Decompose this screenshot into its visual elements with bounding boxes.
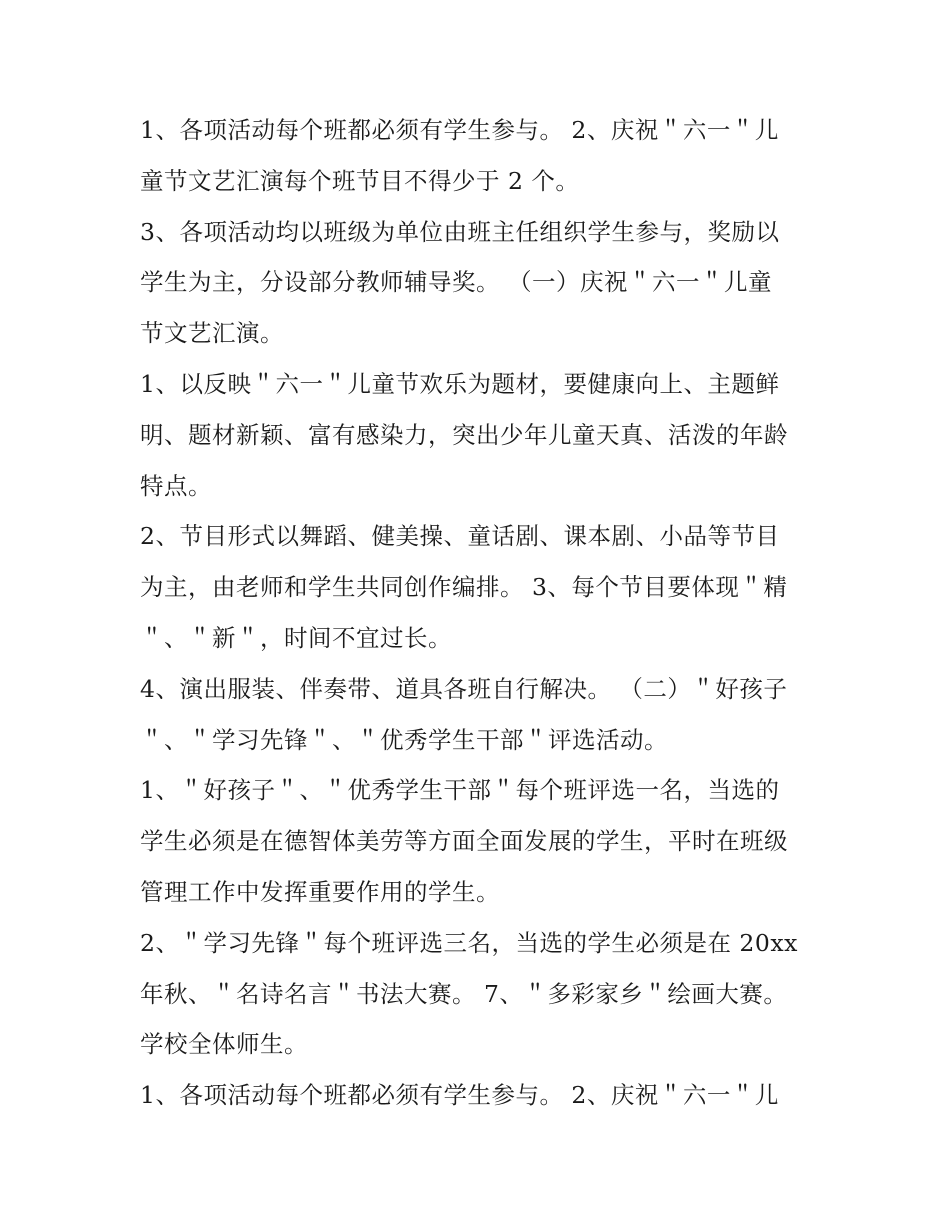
- text-line: 学校全体师生。: [140, 1030, 308, 1059]
- text-line: 年秋、＂名诗名言＂书法大赛。 7、＂多彩家乡＂绘画大赛。: [140, 979, 788, 1008]
- text-line: ＂、＂新＂，时间不宜过长。: [140, 623, 452, 652]
- text-line: 为主，由老师和学生共同创作编排。 3、每个节目要体现＂精: [140, 573, 788, 602]
- text-line: ＂、＂学习先锋＂、＂优秀学生干部＂评选活动。: [140, 725, 668, 754]
- text-line: 学生必须是在德智体美劳等方面全面发展的学生，平时在班级: [140, 827, 788, 856]
- text-line: 节文艺汇演。: [140, 319, 284, 348]
- text-line: 特点。: [140, 471, 212, 500]
- text-line: 童节文艺汇演每个班节目不得少于 2 个。: [140, 166, 580, 195]
- text-line: 1、各项活动每个班都必须有学生参与。 2、庆祝＂六一＂儿: [140, 116, 779, 144]
- text-line: 3、各项活动均以班级为单位由班主任组织学生参与，奖励以: [140, 217, 780, 246]
- text-line: 2、节目形式以舞蹈、健美操、童话剧、课本剧、小品等节目: [140, 522, 780, 551]
- text-line: 1、＂好孩子＂、＂优秀学生干部＂每个班评选一名，当选的: [140, 776, 780, 805]
- text-line: 1、以反映＂六一＂儿童节欢乐为题材，要健康向上、主题鲜: [140, 369, 780, 398]
- text-line: 4、演出服装、伴奏带、道具各班自行解决。 （二）＂好孩子: [140, 674, 788, 703]
- text-line: 管理工作中发挥重要作用的学生。: [140, 877, 500, 906]
- text-line: 2、＂学习先锋＂每个班评选三名，当选的学生必须是在 20xx: [140, 928, 798, 957]
- text-line: 1、各项活动每个班都必须有学生参与。 2、庆祝＂六一＂儿: [140, 1081, 779, 1110]
- body-text: [140, 105, 820, 1121]
- text-line: 明、题材新颖、富有感染力，突出少年儿童天真、活泼的年龄: [140, 420, 788, 449]
- text-line: 学生为主，分设部分教师辅导奖。 （一）庆祝＂六一＂儿童: [140, 268, 772, 297]
